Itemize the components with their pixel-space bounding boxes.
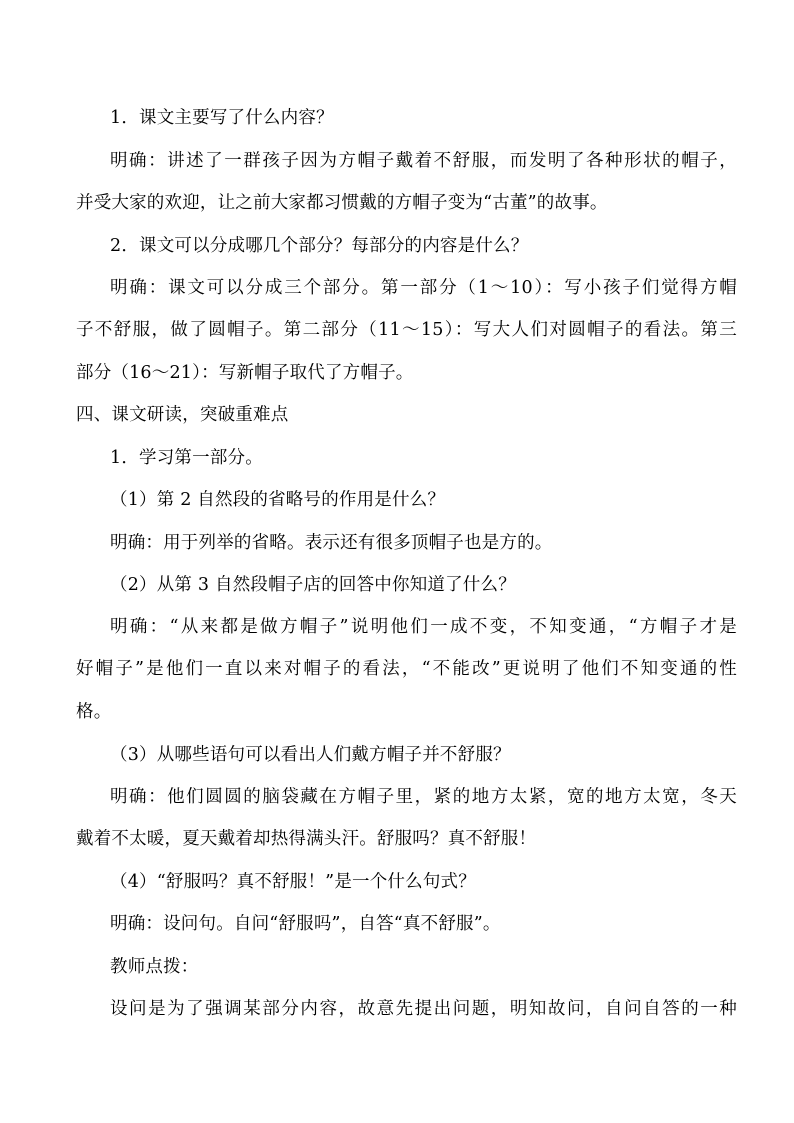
answer-1-2-line-3: 格。 xyxy=(76,702,112,722)
answer-2-line-3: 部分（16～21）：写新帽子取代了方帽子。 xyxy=(76,363,414,383)
answer-1-4: 明确：设问句。自问“舒服吗”，自答“真不舒服”。 xyxy=(110,914,501,934)
question-1: 1．课文主要写了什么内容？ xyxy=(110,108,334,128)
answer-1-3-line-2: 戴着不太暖，夏天戴着却热得满头汗。舒服吗？真不舒服！ xyxy=(76,829,537,849)
teacher-note-line-1: 设问是为了强调某部分内容，故意先提出问题，明知故问，自问自答的一种 xyxy=(110,999,737,1019)
answer-1-2-line-2: 好帽子”是他们一直以来对帽子的看法，“不能改”更说明了他们不知变通的性 xyxy=(76,659,737,679)
question-2: 2．课文可以分成哪几个部分？每部分的内容是什么？ xyxy=(110,236,529,256)
answer-2-line-2: 子不舒服，做了圆帽子。第二部分（11～15）：写大人们对圆帽子的看法。第三 xyxy=(76,320,737,340)
answer-2-line-1: 明确：课文可以分成三个部分。第一部分（1～10）：写小孩子们觉得方帽 xyxy=(110,278,737,298)
answer-1-1: 明确：用于列举的省略。表示还有很多顶帽子也是方的。 xyxy=(110,533,553,553)
subsection-1: 1．学习第一部分。 xyxy=(110,448,263,468)
question-1-3: （3）从哪些语句可以看出人们戴方帽子并不舒服？ xyxy=(110,745,511,765)
question-1-1: （1）第 2 自然段的省略号的作用是什么？ xyxy=(110,490,446,510)
answer-1-2-line-1: 明确：“从来都是做方帽子”说明他们一成不变，不知变通，“方帽子才是 xyxy=(110,617,737,637)
answer-1-line-1: 明确：讲述了一群孩子因为方帽子戴着不舒服，而发明了各种形状的帽子， xyxy=(110,151,737,171)
question-1-2: （2）从第 3 自然段帽子店的回答中你知道了什么？ xyxy=(110,575,516,595)
question-1-4: （4）“舒服吗？真不舒服！”是一个什么句式？ xyxy=(110,872,476,892)
section-heading: 四、课文研读，突破重难点 xyxy=(76,405,289,425)
answer-1-3-line-1: 明确：他们圆圆的脑袋藏在方帽子里，紧的地方太紧，宽的地方太宽，冬天 xyxy=(110,787,737,807)
answer-1-line-2: 并受大家的欢迎，让之前大家都习惯戴的方帽子变为“古董”的故事。 xyxy=(76,193,608,213)
teacher-note-heading: 教师点拨： xyxy=(110,957,199,977)
